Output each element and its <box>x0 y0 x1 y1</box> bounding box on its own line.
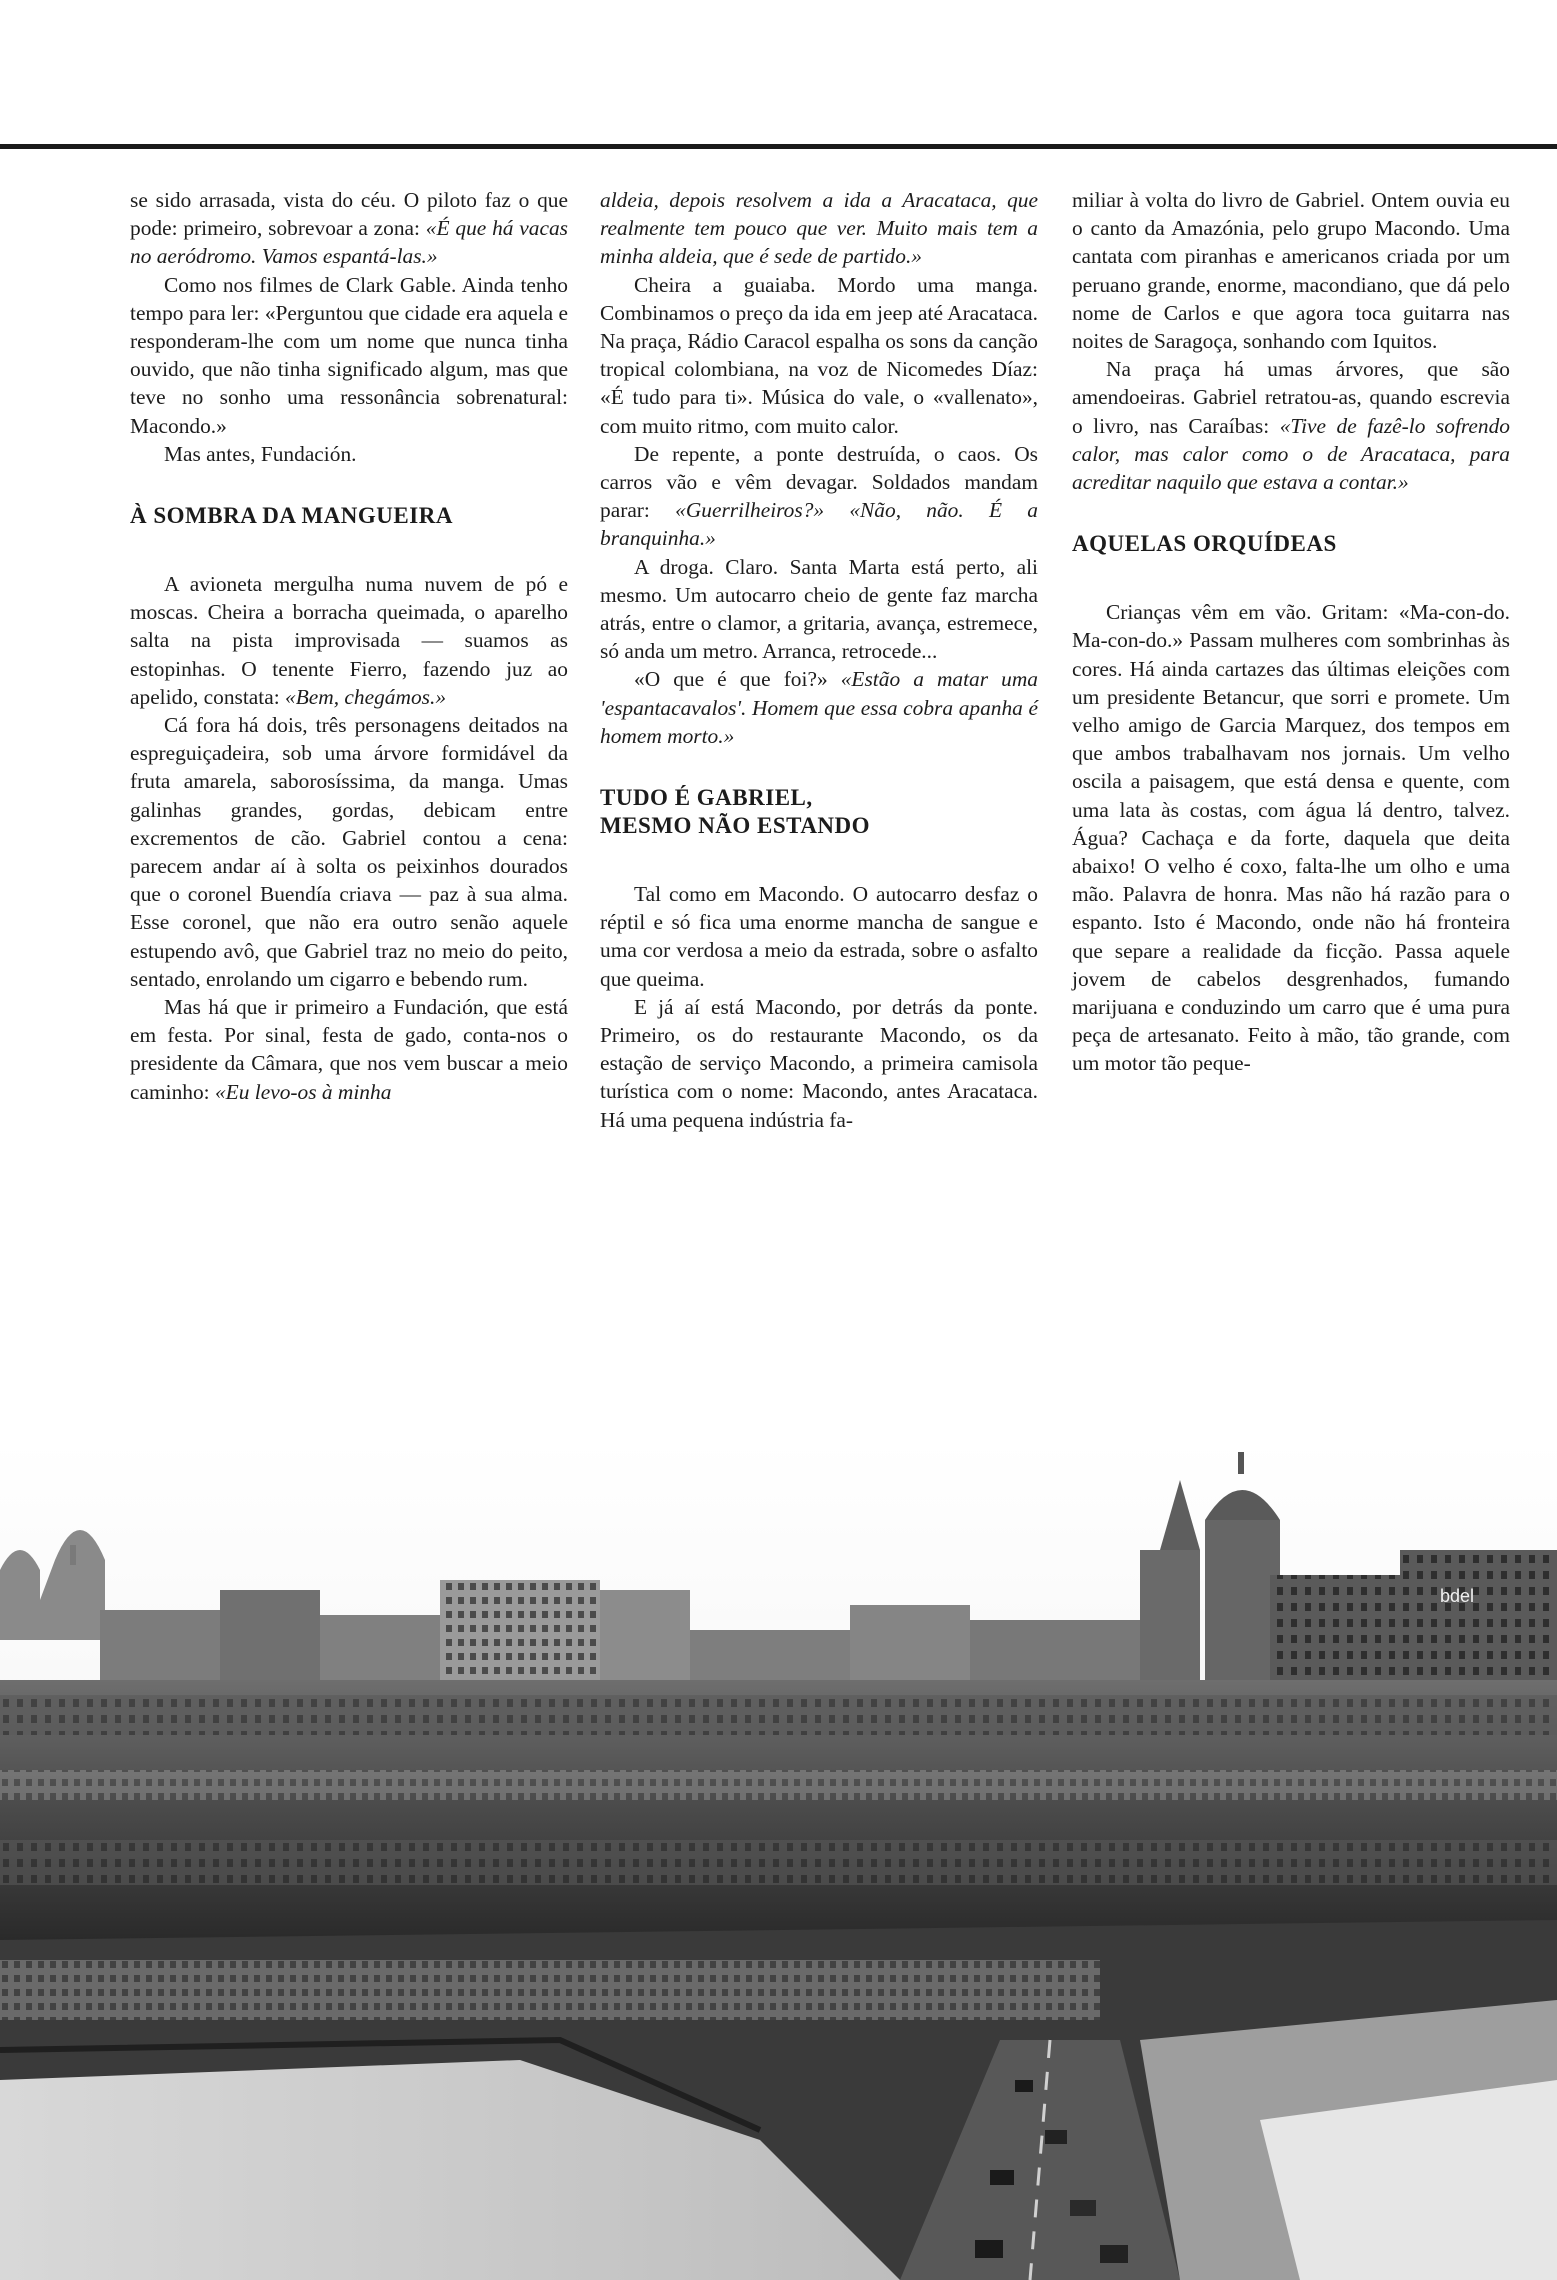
article-column-1 <box>130 186 568 1106</box>
paragraph: Cá fora há dois, três personagens deitados na espreguiçadeira, sob uma árvore formidável da fruta amarela, saborosíssima, da manga. Umas galinhas grandes, gordas, debicam entre excrementos de cão. Gabriel contou a cena: parecem andar aí à solta os peixinhos dourados que o coronel Buendía criava — paz à sua alma. Esse coronel, que não era outro senão aquele estupendo avô, que Gabriel traz no meio do peito, sentado, enrolando um cigarro e bebendo rum. <box>130 713 568 991</box>
text: se sido arrasada, vista do céu. O piloto faz o que pode: primeiro, sobrevoar a zona: <box>130 188 568 241</box>
paragraph <box>1072 355 1510 496</box>
article-column-2 <box>600 186 1038 1134</box>
section-heading <box>600 784 1038 840</box>
paragraph: E já aí está Macondo, por detrás da ponte. Primeiro, os do restaurante Macondo, os da estação de serviço Macondo, a primeira camisola turística com o nome: Macondo, antes Aracataca. Há uma pequena indústria fa- <box>600 994 1038 1132</box>
city-skyline-photo <box>0 1440 1557 2280</box>
section-heading: AQUELAS ORQUÍDEAS <box>1072 531 1337 557</box>
italic-quote: «Tive de fazê-lo sofrendo calor, mas calor como o de Aracataca, para acreditar naquilo que estava a contar.» <box>1072 413 1510 495</box>
text: A avioneta mergulha numa nuvem de pó e moscas. Cheira a borracha queimada, o aparelho salta na pista improvisada — suamos as estopinhas. O tenente Fierro, fazendo juz ao apelido, constata: <box>130 572 568 709</box>
section-heading: À SOMBRA DA MANGUEIRA <box>130 503 453 529</box>
text: Na praça há umas árvores, que são amendoeiras. Gabriel retratou-as, quando escrevia o livro, nas Caraíbas: <box>1072 357 1510 438</box>
text: «O que é que foi?» <box>634 667 841 692</box>
italic-quote: «Estão a matar uma 'espantacavalos'. Homem que essa cobra apanha é homem morto.» <box>600 667 1038 748</box>
paragraph <box>600 665 1038 750</box>
paragraph: miliar à volta do livro de Gabriel. Ontem ouvia eu o canto da Amazónia, pelo grupo Macondo. Uma cantata com piranhas e americanos criada por um peruano grande, enorme, macondiano, que dá pelo nome de Carlos e que agora toca guitarra nas noites de Saragoça, sonhando com Iquitos. <box>1072 188 1510 354</box>
italic-quote: «Bem, chegámos.» <box>285 684 447 709</box>
paragraph <box>130 570 568 711</box>
paragraph: Mas antes, Fundación. <box>164 441 357 466</box>
paragraph: Crianças vêm em vão. Gritam: «Ma-con-do. Ma-con-do.» Passam mulheres com sombrinhas às cores. Há ainda cartazes das últimas eleições com um presidente Betancur, que sorri e promete. Um velho amigo de Garcia Marquez, dos tempos em que ambos trabalhavam nos jornais. Um velho oscila a paisagem, que está densa e quente, com uma lata às costas, com água lá dentro, talvez. Água? Cachaça e da forte, daquela que deita abaixo! O velho é coxo, falta-lhe um olho e uma mão. Palavra de honra. Mas não há razão para o espanto. Isto é Macondo, onde não há fronteira que separe a realidade da ficção. Passa aquele jovem de cabelos desgrenhados, fumando marijuana e conduzindo um carro que é uma pura peça de artesanato. Feito à mão, tão grande, com um motor tão peque- <box>1072 600 1510 1076</box>
paragraph <box>600 440 1038 553</box>
photo-illustration <box>0 1440 1557 2280</box>
paragraph: A droga. Claro. Santa Marta está perto, ali mesmo. Um autocarro cheio de gente faz marcha atrás, entre o clamor, a gritaria, avança, estremece, só anda um metro. Arranca, retrocede... <box>600 554 1038 664</box>
paragraph <box>130 993 568 1106</box>
article-column-3 <box>1072 186 1510 1078</box>
paragraph: Como nos filmes de Clark Gable. Ainda tenho tempo para ler: «Perguntou que cidade era aquela e responderam-lhe com um nome que nunca tinha ouvido, que não tinha significado algum, mas que teve no sonho uma ressonância sobrenatural: Macondo.» <box>130 272 568 438</box>
italic-quote: «Eu levo-os à minha <box>214 1079 392 1104</box>
paragraph: Cheira a guaiaba. Mordo uma manga. Combinamos o preço da ida em jeep até Aracataca. Na praça, Rádio Caracol espalha os sons da canção tropical colombiana, na voz de Nicomedes Díaz: «É tudo para ti». Música do vale, o «vallenato», com muito ritmo, com muito calor. <box>600 272 1038 438</box>
heading-line: TUDO É GABRIEL, <box>600 785 813 811</box>
paragraph <box>130 186 568 271</box>
italic-quote: «É que há vacas no aeródromo. Vamos espantá-las.» <box>130 216 568 269</box>
italic-quote: «Guerrilheiros?» «Não, não. É a branquinha.» <box>600 498 1038 551</box>
text: De repente, a ponte destruída, o caos. Os carros vão e vêm devagar. Soldados mandam parar: <box>600 441 1038 523</box>
building-sign: bdel <box>1440 1586 1475 1606</box>
top-rule <box>0 144 1557 149</box>
paragraph: Tal como em Macondo. O autocarro desfaz o réptil e só fica uma enorme mancha de sangue e uma cor verdosa a meio da estrada, sobre o asfalto que queima. <box>600 882 1038 991</box>
text: Mas há que ir primeiro a Fundación, que está em festa. Por sinal, festa de gado, conta-nos o presidente da Câmara, que nos vem buscar a meio caminho: <box>130 995 568 1104</box>
heading-line: MESMO NÃO ESTANDO <box>600 813 871 839</box>
paragraph <box>600 186 1038 271</box>
italic-quote: aldeia, depois resolvem a ida a Aracataca, que realmente tem pouco que ver. Muito mais tem a minha aldeia, que é sede de partido.» <box>600 188 1038 269</box>
